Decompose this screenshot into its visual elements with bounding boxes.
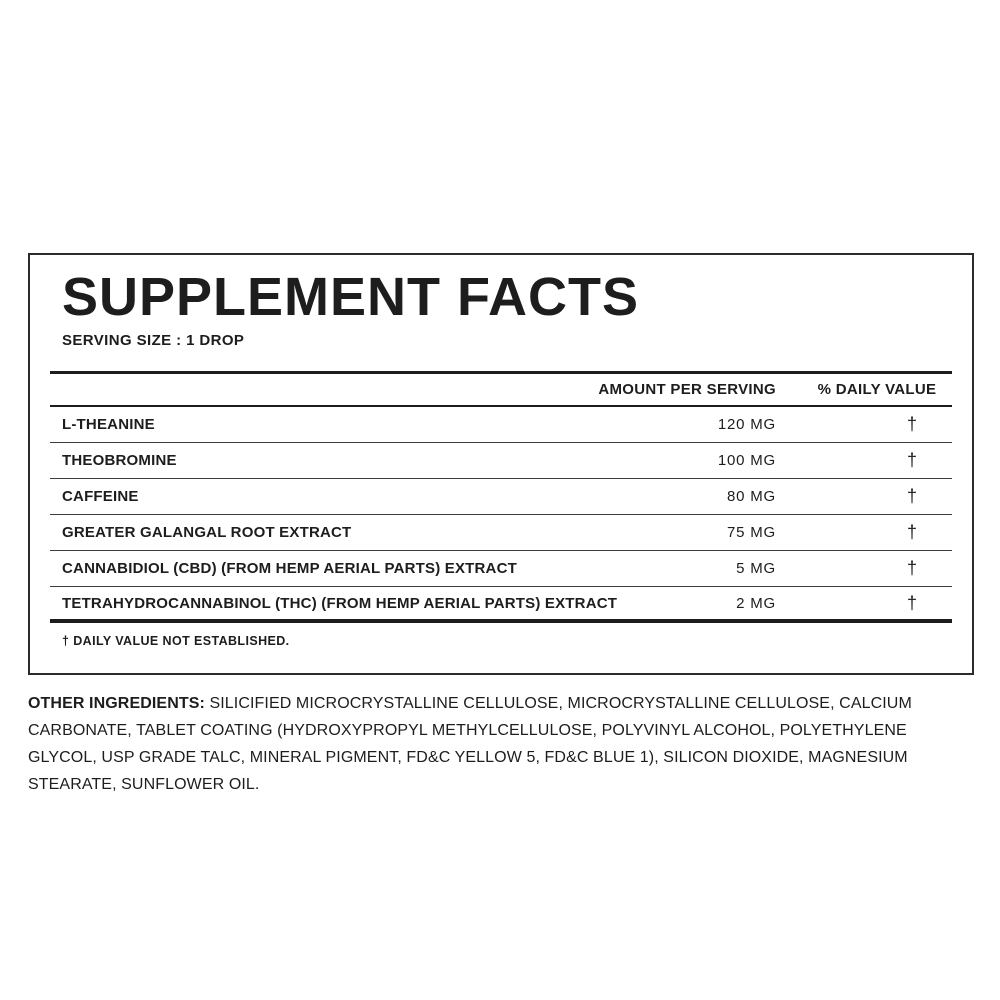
ingredient-name: TETRAHYDROCANNABINOL (THC) (FROM HEMP AERIAL PARTS) EXTRACT [62,594,618,612]
serving-size: SERVING SIZE : 1 DROP [62,332,245,350]
ingredient-amount: 100 MG [717,452,776,469]
ingredient-daily-value: † [906,414,917,434]
column-header-daily-value: % DAILY VALUE [817,381,937,398]
ingredient-name: THEOBROMINE [62,452,177,469]
ingredient-amount: 80 MG [726,488,776,505]
table-row [50,443,952,479]
ingredient-name: CAFFEINE [62,488,139,505]
page-title: SUPPLEMENT FACTS [62,267,640,327]
other-ingredients-text: SILICIFIED MICROCRYSTALLINE CELLULOSE, MICROCRYSTALLINE CELLULOSE, CALCIUM CARBONATE, TABLET COATING (HYDROXYPROPYL METHYLCELLULOSE, POLYVINYL ALCOHOL, POLYETHYLENE GLYCOL, USP GRADE TALC, MINERAL PIGMENT, FD&C YELLOW 5, FD&C BLUE 1), SILICON DIOXIDE, MAGNESIUM STEARATE, SUNFLOWER OIL. [28,695,912,793]
table-header-row [50,374,952,407]
ingredient-name: GREATER GALANGAL ROOT EXTRACT [62,524,352,541]
table-row [50,479,952,515]
column-header-amount-per-serving: AMOUNT PER SERVING [598,381,776,398]
table-row [50,551,952,587]
other-ingredients-heading: OTHER INGREDIENTS: [28,695,205,712]
table-row [50,407,952,443]
ingredient-daily-value: † [906,486,917,506]
other-ingredients-paragraph [28,690,976,798]
ingredient-amount: 2 MG [736,594,776,612]
ingredient-name: L-THEANINE [62,416,155,433]
ingredient-amount: 120 MG [717,416,776,433]
table-body [50,407,952,623]
ingredient-daily-value: † [906,558,917,578]
table-row [50,587,952,623]
supplement-facts-table [50,371,952,648]
ingredient-name: CANNABIDIOL (CBD) (FROM HEMP AERIAL PARTS) EXTRACT [62,560,517,577]
table-row [50,515,952,551]
facts-header [30,255,972,371]
ingredient-amount: 75 MG [726,524,776,541]
daily-value-footnote: † DAILY VALUE NOT ESTABLISHED. [62,634,290,648]
ingredient-amount: 5 MG [736,560,776,577]
supplement-facts-panel [28,253,974,675]
ingredient-daily-value: † [906,592,917,613]
ingredient-daily-value: † [906,522,917,542]
ingredient-daily-value: † [906,450,917,470]
